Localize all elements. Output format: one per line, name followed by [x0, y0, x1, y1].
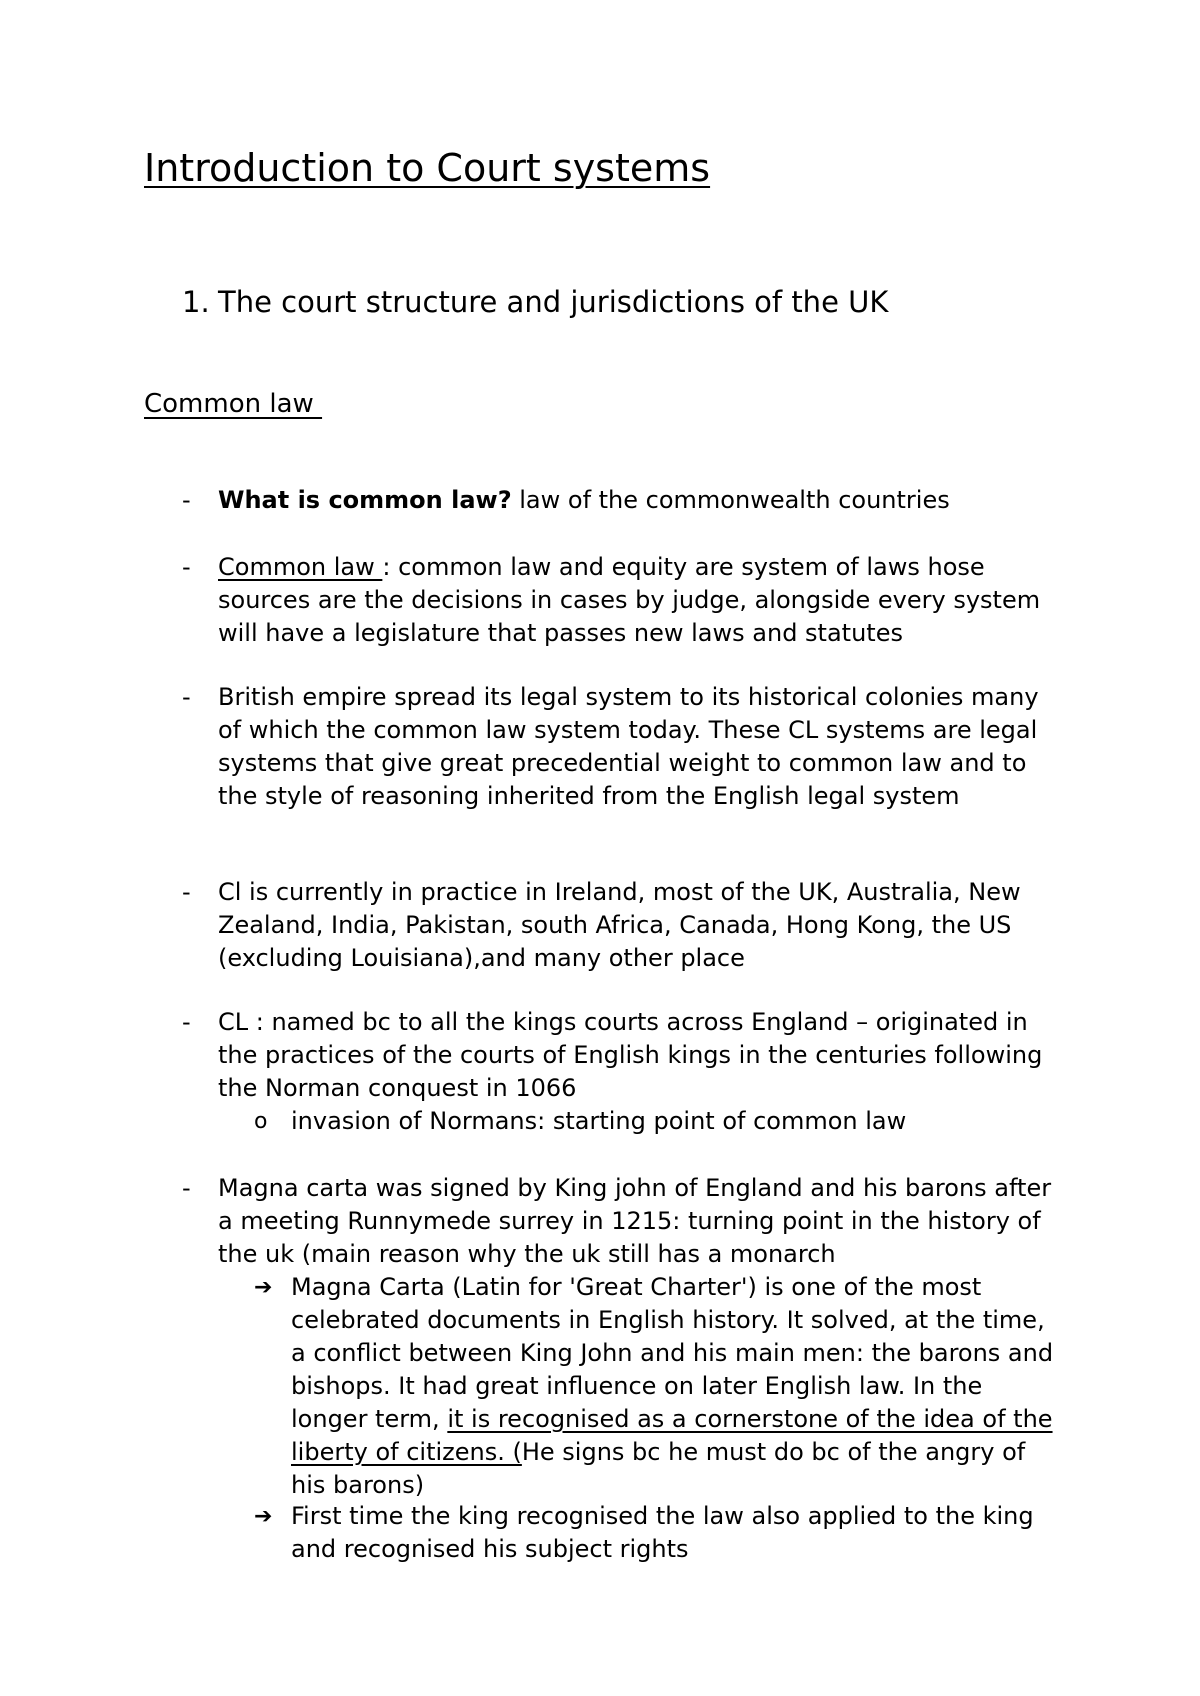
heading-number: 1. [182, 285, 210, 319]
list-item-text: Cl is currently in practice in Ireland, most of the UK, Australia, New Zealand, India, Pakistan, south Africa, Canada, Hong Kong, the US (excluding Louisiana),and many other place [218, 878, 1021, 972]
list-item-text: What is common law? law of the commonwealth countries [218, 486, 950, 514]
dash-bullet: - [182, 553, 191, 581]
arrow-icon: ➔ [254, 1504, 273, 1529]
numbered-heading [182, 283, 888, 321]
list-item-text: CL : named bc to all the kings courts across England – originated in the practices of the courts of English kings in the centuries following the Norman conquest in 1066 [218, 1008, 1043, 1102]
underlined-phrase: liberty of citizens. ( [291, 1438, 522, 1466]
heading-text: The court structure and jurisdictions of the UK [218, 285, 889, 319]
arrow-sub-item-text: Magna Carta (Latin for 'Great Charter') is one of the most celebrated documents in English history. It solved, at the time, a conflict between King John and his main men: the barons and bishops. It had great influence on later English law. In the longer term, it is recognised as a cornerstone of the idea of the liberty of citizens. (He signs bc he must do bc of the angry of his barons) [291, 1273, 1054, 1499]
sub-list-item-text: invasion of Normans: starting point of common law [291, 1107, 907, 1135]
underlined-term: Common law [218, 553, 383, 581]
section-heading: Common law [144, 389, 323, 419]
bold-question: What is common law? [218, 486, 512, 514]
page-title: Introduction to Court systems [144, 146, 711, 190]
dash-bullet: - [182, 486, 191, 514]
arrow-icon: ➔ [254, 1275, 273, 1300]
circle-bullet: o [254, 1109, 268, 1134]
underlined-phrase: it is recognised as a cornerstone of the idea of the [447, 1405, 1053, 1433]
dash-bullet: - [182, 878, 191, 906]
arrow-sub-item-text: First time the king recognised the law also applied to the king and recognised his subject rights [291, 1502, 1034, 1563]
dash-bullet: - [182, 683, 191, 711]
list-item-text: Magna carta was signed by King john of England and his barons after a meeting Runnymede surrey in 1215: turning point in the history of the uk (main reason why the uk still has a monarch [218, 1174, 1052, 1268]
dash-bullet: - [182, 1008, 191, 1036]
dash-bullet: - [182, 1174, 191, 1202]
list-item-text: British empire spread its legal system to its historical colonies many of which the common law system today. These CL systems are legal systems that give great precedential weight to common law and to the style of reasoning inherited from the English legal system [218, 683, 1039, 810]
list-item-text: Common law : common law and equity are system of laws hose sources are the decisions in cases by judge, alongside every system will have a legislature that passes new laws and statutes [218, 553, 1041, 647]
